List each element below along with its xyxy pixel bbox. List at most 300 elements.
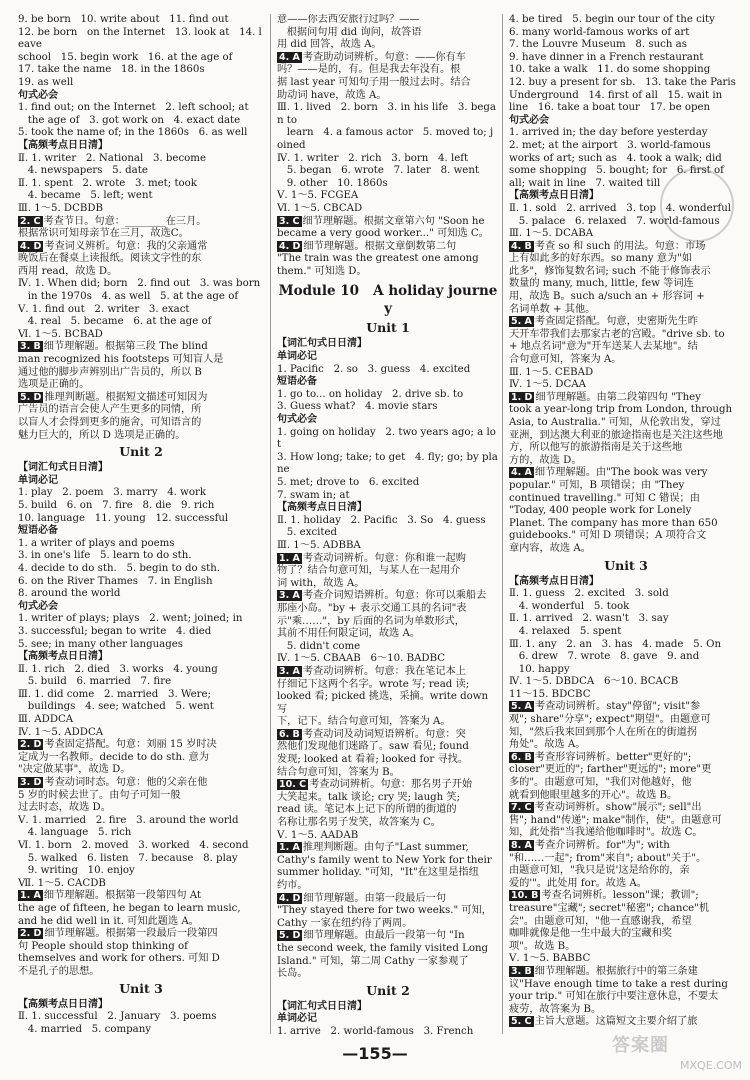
answer-line <box>509 790 743 803</box>
answer-line <box>18 203 264 216</box>
question-number-badge: 4. A <box>511 467 532 479</box>
answer-line <box>277 527 499 540</box>
answer-line <box>277 216 499 229</box>
line-text: 3. successful; began to write 4. died <box>18 625 212 637</box>
answer-line <box>18 1024 264 1034</box>
line-text: 晚饭后在餐桌上读报纸。阅读文字性的东 <box>18 253 202 265</box>
line-text: 1. Pacific 2. so 3. guess 4. excited <box>277 363 471 375</box>
line-text: Ⅴ. 1～5. FCGEA <box>277 190 359 202</box>
answer-line <box>18 701 264 714</box>
line-text: 意——你去西安旅行过吗？—— <box>277 14 420 25</box>
answer-line <box>277 956 499 969</box>
answer-line <box>277 754 499 767</box>
answer-line <box>277 804 499 817</box>
line-text: 由题意可知，"我只是说'这是给你的，亲 <box>509 865 690 877</box>
column-right <box>502 14 743 1034</box>
line-text: 以盲人才会得到更多的施舍，可知语言的 <box>18 417 202 428</box>
line-text: 细节理解题。根据旅行中的第三条建 <box>534 965 698 977</box>
line-text: 据 last year 可知句子用一般过去时。结合 <box>277 76 471 88</box>
line-text: and he did well in it. 可知此题选 A。 <box>18 915 199 927</box>
question-number-badge: 5. C <box>511 1016 532 1028</box>
line-text: 不是孔子的思想。 <box>18 965 100 977</box>
answer-line <box>509 651 743 664</box>
line-text: 推理判断题。由句子"Last summer, <box>302 842 469 854</box>
line-text: 【高频考点日日清】 <box>18 139 108 151</box>
answer-line <box>277 490 499 503</box>
question-number-badge: 8. A <box>511 840 532 851</box>
question-number-badge: 3. A <box>279 665 300 677</box>
section-heading <box>18 140 264 153</box>
answer-line <box>18 430 264 443</box>
line-text: 定成为一名教师。decide to do sth. 意为 <box>18 751 209 763</box>
line-text: 12. buy a present for sb. 13. take the Paris <box>509 76 736 88</box>
line-text: line 16. take a boat tour 17. be open <box>509 102 711 114</box>
line-text: 那座小岛。"by + 表示交通工具的名词"表 <box>277 602 467 614</box>
line-text: your trip." 可知在旅行中要注意休息，不要太 <box>509 991 719 1003</box>
line-text: 【高频考点日日清】 <box>18 651 108 663</box>
line-text: 会"。由题意可知，"他一直感谢我，希望 <box>509 915 692 927</box>
answer-line <box>509 379 743 392</box>
question-number-badge: 3. C <box>279 215 300 227</box>
answer-line <box>509 739 743 752</box>
line-text: Unit 3 <box>604 557 648 573</box>
answer-line <box>509 367 743 380</box>
answer-line <box>277 1026 499 1034</box>
answer-line <box>18 1011 264 1024</box>
line-text: 用 did 回答，故选 A。 <box>277 39 382 51</box>
section-heading <box>18 462 264 475</box>
unit-heading <box>509 558 743 574</box>
question-number-badge: 10. C <box>279 779 307 791</box>
line-text: 考查动词辨析。句意：我在笔记本上 <box>302 665 466 677</box>
line-text: 【词汇句式日日清】 <box>277 1000 367 1012</box>
line-text: 吗？——是的，有。但是我去年没有。根 <box>277 64 461 76</box>
answer-line <box>509 140 743 153</box>
answer-line <box>277 930 499 943</box>
line-text: Ⅲ. 1. lived 2. born 3. in his life 3. began to <box>277 102 496 126</box>
line-text: Ⅳ. 1～5. DCAA <box>509 379 586 391</box>
answer-line <box>18 689 264 702</box>
answer-line <box>509 613 743 626</box>
answer-line <box>277 918 499 931</box>
line-text: Unit 2 <box>119 444 163 460</box>
line-text: 【高频考点日日清】 <box>18 998 108 1010</box>
line-text: 1. going on holiday 2. two years ago; a lot <box>277 426 496 451</box>
answer-line <box>18 727 264 740</box>
question-number-badge: 5. D <box>279 930 301 942</box>
line-text: 名词单数 + 其他。 <box>509 303 596 315</box>
line-text: 疲劳，故答案为 B。 <box>509 1003 602 1015</box>
section-heading <box>18 601 264 614</box>
line-text: Ⅵ. 1. born 2. moved 3. worked 4. second <box>18 840 249 851</box>
answer-line <box>18 417 264 430</box>
question-number-badge: 3. D <box>20 777 42 789</box>
line-text: 项"。故选 B。 <box>509 940 576 952</box>
line-text: 4. language 5. rich <box>18 827 132 839</box>
line-text: 5. took the name of; in the 1860s 6. as well <box>18 127 248 139</box>
line-text: Ⅴ. 1. married 2. fire 3. around the world <box>18 814 239 826</box>
line-text: Ⅱ. 1. writer 2. National 3. become <box>18 152 206 164</box>
answer-line <box>509 802 743 815</box>
unit-heading <box>277 320 499 336</box>
line-text: 大笑起来。talk 谈论; cry 哭; laugh 笑; <box>277 791 461 803</box>
answer-line <box>18 190 264 203</box>
question-number-badge: 1. A <box>279 842 300 854</box>
line-text: took a year-long trip from London, through <box>509 404 733 416</box>
answer-line <box>277 27 499 40</box>
column-middle <box>270 14 499 1034</box>
answer-line <box>509 701 743 714</box>
answer-line <box>509 392 743 405</box>
line-text: 天开车带我们去那家古老的宫殿。"drive sb. to <box>509 328 725 340</box>
line-text: 下，记下。结合句意可知，答案为 A。 <box>277 716 451 728</box>
answer-line <box>277 855 499 868</box>
line-text: 售"; hand"传递"; make"制作，使"。由题意可 <box>509 814 722 826</box>
answer-line <box>509 928 743 941</box>
answer-line <box>509 341 743 354</box>
answer-line <box>18 404 264 417</box>
section-heading <box>277 1001 499 1014</box>
line-text: 考查固定搭配。句意：刘丽 15 岁时决 <box>44 739 217 751</box>
answer-line <box>509 316 743 329</box>
answer-line <box>277 127 499 152</box>
question-number-badge: 5. A <box>511 316 532 328</box>
answer-line <box>18 52 264 65</box>
line-text: 考查介词辨析。for"为"; with <box>534 840 670 851</box>
answer-line <box>18 538 264 551</box>
line-text: 17. take the name 18. in the 1860s <box>18 64 205 76</box>
line-text: 细节理解题。根据文章倒数第二句 <box>303 240 457 252</box>
answer-line <box>509 52 743 65</box>
line-text: 然他们发现他们迷路了。saw 看见; found <box>277 741 469 753</box>
answer-line <box>18 827 264 840</box>
question-number-badge: 4. D <box>279 892 301 904</box>
answer-line <box>509 417 743 430</box>
line-text: 考查介词短语辨析。句意：你可以乘船去 <box>302 590 487 602</box>
line-text: Ⅳ. 1～5. ADDCA <box>18 726 104 738</box>
line-text: school 15. begin work 16. at the age of <box>18 51 233 63</box>
line-text: 短语必备 <box>18 525 58 537</box>
line-text: 9. other 10. 1860s <box>277 177 388 189</box>
answer-line <box>509 639 743 652</box>
answer-line <box>509 966 743 979</box>
answer-line <box>509 291 743 304</box>
answer-line <box>18 966 264 979</box>
question-number-badge: 1. A <box>20 890 41 902</box>
answer-line <box>277 515 499 528</box>
answer-line <box>18 639 264 652</box>
answer-line <box>509 241 743 254</box>
answer-line <box>18 178 264 191</box>
line-text: 【词汇句式日日清】 <box>18 462 108 474</box>
answer-line <box>18 626 264 639</box>
line-text: 考查动词时态。句意：他的父亲在他 <box>44 777 208 789</box>
line-text: 上有如此多的好东西。so many 意为"如 <box>509 253 693 265</box>
answer-line <box>509 90 743 103</box>
answer-line <box>277 190 499 203</box>
answer-line <box>18 341 264 354</box>
line-text: Ⅱ. 1. successful 2. January 3. poems <box>18 1011 217 1023</box>
answer-line <box>18 903 264 916</box>
line-text: 1. find out; on the Internet 2. left school; at <box>18 102 249 114</box>
answer-line <box>277 178 499 191</box>
answer-line <box>277 77 499 90</box>
answer-line <box>509 1016 743 1029</box>
answer-line <box>18 714 264 727</box>
question-number-badge: 4. D <box>20 240 42 252</box>
answer-line <box>18 291 264 304</box>
answer-line <box>509 714 743 727</box>
line-text: 5. didn't come <box>277 640 361 652</box>
page-number: —155— <box>342 1044 408 1063</box>
line-text: 多的"。由题意可知，"我们对他越好，他 <box>509 777 692 789</box>
line-text: Ⅳ. 1～5. DBDCA 6～10. BCACB <box>509 676 679 688</box>
answer-line <box>18 228 264 241</box>
line-text: 魅力巨大的，所以 D 选项是正确的。 <box>18 429 186 441</box>
answer-line <box>18 613 264 626</box>
question-number-badge: 1. D <box>511 391 533 403</box>
answer-line <box>509 530 743 543</box>
line-text: Ⅲ. 1～5. ADBBA <box>277 539 361 551</box>
line-text: 2. met; at the airport 3. world-famous <box>509 139 711 151</box>
section-heading <box>277 351 499 364</box>
answer-line <box>509 518 743 531</box>
line-text: 11～15. BDCBC <box>509 688 591 700</box>
question-number-badge: 2. C <box>20 215 41 227</box>
line-text: 根据问句用 did 询问，故答语 <box>277 26 422 38</box>
line-text: 章内容，故选 A。 <box>509 542 591 554</box>
line-text: Ⅳ. 1～5. CBAAB 6～10. BADBC <box>277 653 446 665</box>
line-text: 1. play 2. poem 3. marry 4. work <box>18 487 207 499</box>
line-text: themselves and work for others. 可知 D <box>18 953 220 965</box>
line-text: 7. swam in; at <box>277 489 350 501</box>
line-text: 【高频考点日日清】 <box>277 502 367 514</box>
line-text: 推理判断题。根据短文描述可知因为 <box>44 391 208 403</box>
answer-line <box>277 691 499 716</box>
line-text: 5. build 6. married 7. fire <box>18 676 172 688</box>
line-text: Cathy's family went to New York for their <box>277 854 492 866</box>
line-text: 考查动词及动词短语辨析。句意：突 <box>302 728 466 740</box>
answer-line <box>18 27 264 52</box>
answer-line <box>18 241 264 254</box>
line-text: 1. a writer of plays and poems <box>18 537 175 549</box>
line-text: Ⅲ. 1～5. CEBAD <box>509 366 594 378</box>
section-heading <box>277 414 499 427</box>
line-text: 5. met; drove to 6. excited <box>277 477 420 488</box>
line-text: Ⅲ. 1. any 2. an 3. has 4. made 5. On <box>509 638 722 650</box>
answer-line <box>509 493 743 506</box>
line-text: 细节理解题。根据文章第六句 "Soon he <box>302 215 485 227</box>
line-text: them." 可知选 D。 <box>277 265 367 277</box>
answer-line <box>509 878 743 891</box>
answer-line <box>277 565 499 578</box>
answer-line <box>18 127 264 140</box>
answer-line <box>509 64 743 77</box>
answer-line <box>277 553 499 566</box>
line-text: Ⅳ. 1. writer 2. rich 3. born 4. left <box>277 152 469 164</box>
answer-line <box>18 953 264 966</box>
answer-line <box>277 590 499 603</box>
answer-line <box>277 52 499 65</box>
answer-line <box>277 767 499 780</box>
answer-line <box>509 727 743 740</box>
line-text: 5. walked 6. listen 7. because 8. play <box>18 852 238 864</box>
question-number-badge: 5. D <box>20 391 42 403</box>
answer-line <box>277 401 499 414</box>
answer-line <box>18 865 264 878</box>
line-text: 3. How long; take; to get 4. fly; go; by plane <box>277 451 498 476</box>
unit-heading <box>277 983 499 999</box>
answer-line <box>509 278 743 291</box>
question-number-badge: 4. A <box>279 51 300 63</box>
line-text: Unit 1 <box>366 320 410 336</box>
answer-line <box>509 903 743 916</box>
line-text: Ⅲ. 1～5. DCABA <box>509 228 594 240</box>
line-text: Ⅵ. 1～5. BCBAD <box>18 328 103 340</box>
line-text: Ⅲ. 1～5. DCBDB <box>18 202 104 214</box>
line-text: became a very good worker..." 可知选 C。 <box>277 228 489 240</box>
line-text: 约市。 <box>277 880 308 891</box>
question-number-badge: 4. D <box>279 240 301 252</box>
line-text: works of art; such as 4. took a walk; did <box>509 152 722 164</box>
line-text: 19. as well <box>18 76 74 88</box>
line-text: 考查形容词辨析。better"更好的"; <box>534 751 692 763</box>
line-text: 9. be born 10. write about 11. find out <box>18 14 229 25</box>
answer-line <box>509 14 743 27</box>
answer-line <box>18 764 264 777</box>
line-text: read 读。笔记本上记下的所谓的街道的 <box>277 804 457 816</box>
answer-line <box>277 364 499 377</box>
answer-line <box>277 452 499 477</box>
answer-line <box>509 77 743 90</box>
line-text: Ⅲ. 1. did come 2. married 3. Were; <box>18 688 211 700</box>
answer-line <box>509 266 743 279</box>
line-text: 词 with，故选 A。 <box>277 577 365 589</box>
module-heading <box>277 282 499 318</box>
line-text: continued travelling." 可知 C 错误；由 <box>509 492 700 504</box>
answer-line <box>509 853 743 866</box>
line-text: 6. drew 7. wrote 8. gave 9. and <box>509 651 700 663</box>
line-text: 选项是正确的。 <box>18 379 90 391</box>
line-text: 8. around the world <box>18 588 121 600</box>
line-text: 细节理解题。由最后一段第一句 "In <box>303 930 465 942</box>
line-text: Ⅳ. 1. When did; born 2. find out 3. was born <box>18 278 261 290</box>
answer-line <box>509 153 743 166</box>
answer-line <box>277 729 499 742</box>
answer-line <box>509 1004 743 1017</box>
question-number-badge: 2. D <box>20 928 42 940</box>
line-text: 句式必会 <box>18 89 58 101</box>
answer-line <box>277 64 499 77</box>
line-text: 5. build 6. on 7. fire 8. die 9. rich <box>18 499 215 511</box>
answer-line <box>18 354 264 367</box>
answer-line <box>509 953 743 966</box>
line-text: in the 1970s 4. as well 5. at the age of <box>18 291 239 303</box>
line-text: all; wait in line 7. waited till <box>509 177 661 189</box>
line-text: 咖啡就像是他一生中最大的宝藏和奖 <box>509 928 672 940</box>
answer-line <box>277 389 499 402</box>
answer-line <box>18 14 264 27</box>
line-text: Ⅱ. 1. guess 2. excited 3. sold <box>509 588 669 600</box>
line-text: 4. relaxed 5. spent <box>509 625 622 637</box>
line-text: 3. Guess what? 4. movie stars <box>277 401 438 413</box>
answer-line <box>509 991 743 1004</box>
line-text: 考查固定搭配。句意，史密斯先生昨 <box>534 316 698 328</box>
line-text: 9. writing 10. enjoy <box>18 865 135 877</box>
question-number-badge: 6. B <box>511 751 532 763</box>
answer-line <box>509 404 743 417</box>
answer-line <box>18 815 264 828</box>
answer-page <box>18 14 736 1054</box>
line-text: 观"; share"分享"; expect"期望"。由题意可 <box>509 714 711 726</box>
line-text: 名称让那名男子发笑，故答案为 C。 <box>277 817 441 829</box>
answer-line <box>277 165 499 178</box>
section-heading <box>277 376 499 389</box>
section-heading <box>18 475 264 488</box>
watermark-main: 答案圈 <box>612 1035 669 1056</box>
answer-line <box>18 77 264 90</box>
answer-line <box>18 513 264 526</box>
line-text: 细节理解题。由第二段第四句 "They <box>535 391 701 403</box>
answer-line <box>18 878 264 891</box>
line-text: 6. on the River Thames 7. in English <box>18 575 213 587</box>
unit-heading <box>18 981 264 997</box>
line-text: 1. arrive 2. world-famous 3. French <box>277 1025 474 1034</box>
line-text: "Today, 400 people work for Lonely <box>509 505 692 517</box>
line-text: 4. married 5. company <box>18 1023 152 1034</box>
line-text: 1. arrived in; the day before yesterday <box>509 127 708 139</box>
answer-line <box>509 916 743 929</box>
answer-line <box>18 266 264 279</box>
line-text: 考查动词辨析。句意：你和谁一起购 <box>302 552 466 564</box>
line-text: 数量的 many, much, little, few 等词连 <box>509 278 694 290</box>
line-text: 【高频考点日日清】 <box>509 190 599 202</box>
line-text: the age of 3. got work on 4. exact date <box>18 114 241 126</box>
line-text: Planet. The company has more than 650 <box>509 517 718 529</box>
answer-line <box>277 842 499 855</box>
line-text: summer holiday. "可知，"It"在这里是指纽 <box>277 867 479 879</box>
line-text: 爱的'"。此处用 for。故选 A。 <box>509 877 647 889</box>
line-text: 发现; looked at 看着; looked for 寻找。 <box>277 754 469 766</box>
answer-line <box>18 790 264 803</box>
line-text: popular." 可知，B 项错误；由 "They <box>509 479 685 491</box>
line-text: 10. happy <box>509 663 570 675</box>
answer-line <box>509 354 743 367</box>
line-text: "和……一起"; from"来自"; about"关于"。 <box>509 852 707 864</box>
line-text: 5. palace 6. relaxed 7. world-famous <box>509 215 720 227</box>
line-text: 角处"。故选 A。 <box>509 739 586 751</box>
line-text: 单词必记 <box>18 474 58 486</box>
answer-line <box>509 480 743 493</box>
answer-line <box>18 563 264 576</box>
line-text: 主旨大意题。这篇短文主要介绍了旅 <box>534 1016 698 1028</box>
answer-line <box>18 278 264 291</box>
line-text: Ⅱ. 1. holiday 2. Pacific 3. So 4. guess <box>277 514 486 526</box>
line-text: 细节理解题。由第一段最后一句 <box>303 892 447 904</box>
line-text: looked 看; picked 挑选，采摘。write down 写 <box>277 691 492 715</box>
line-text: 长岛。 <box>277 968 308 980</box>
answer-line <box>509 39 743 52</box>
answer-line <box>277 679 499 692</box>
line-text: 知，"然后我来回到那个人在所在的街道拐 <box>509 726 698 738</box>
line-text: Ⅱ. 1. sold 2. arrived 3. top 4. wonderful <box>509 202 732 214</box>
line-text: 就看到他眼里越多的开心"。故选 B。 <box>509 789 678 801</box>
line-text: 根据常识可知母亲节在三月，故选C。 <box>18 228 189 240</box>
answer-line <box>277 153 499 166</box>
answer-line <box>18 928 264 941</box>
answer-line <box>18 752 264 765</box>
question-number-badge: 10. B <box>511 890 539 902</box>
